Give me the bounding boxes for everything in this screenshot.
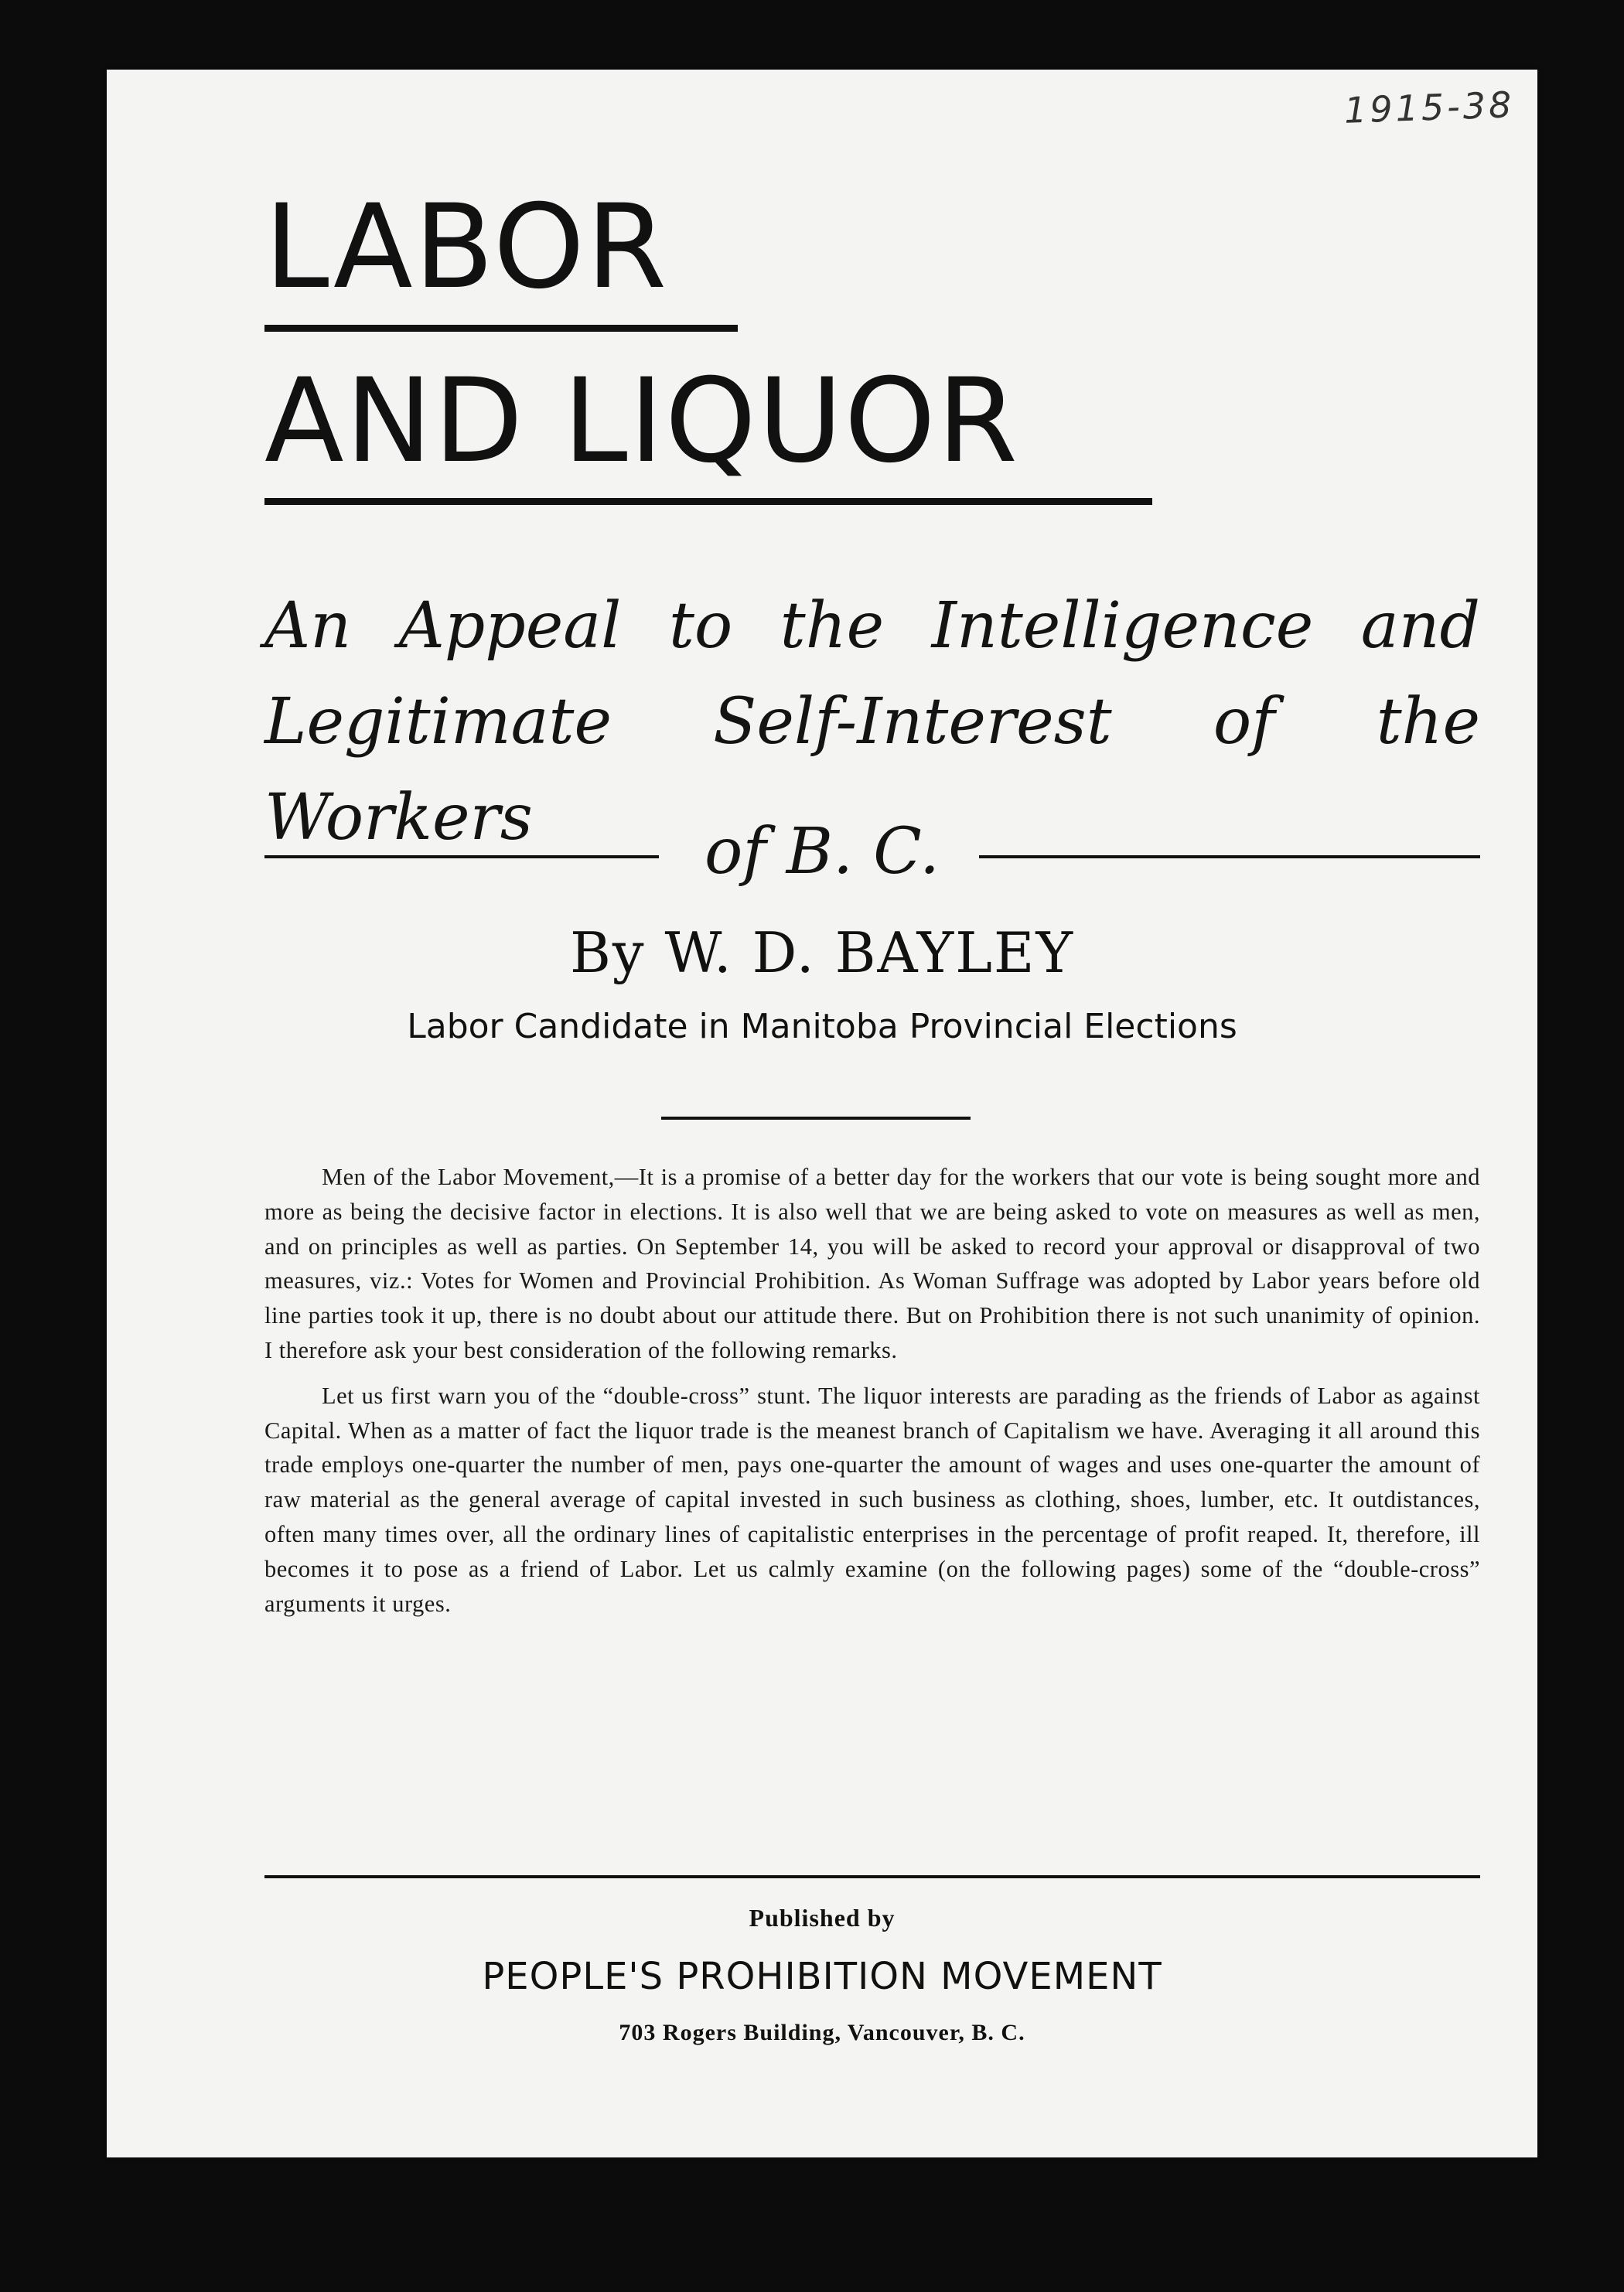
subtitle-right-rule — [979, 855, 1480, 858]
subtitle-line-2: Legitimate Self-Interest of the Workers — [264, 685, 1480, 854]
title-line-2: AND LIQUOR — [264, 354, 1019, 489]
subtitle-line-3: of B. C. — [704, 815, 940, 888]
body-paragraph-1: Men of the Labor Movement,—It is a promise of a better day for the workers that our vote is being sought more and more as being the decisive factor in elections. It is also well that we are being asked to vote on measures as well as men, and on principles as well as parties. On September 14, you will be asked to record your approval or disapproval of two measures, viz.: Votes for Women and Provincial Prohibition. As Woman Suffrage was adopted by Labor years before old line parties took it up, there is no doubt about our attitude there. But on Prohibition there is not such unanimity of opinion. I therefore ask your best consideration of the following remarks. — [264, 1164, 1480, 1363]
body-paragraph-2: Let us first warn you of the “double-cross” stunt. The liquor interests are parading as the friends of Labor as against Capital. When as a matter of fact the liquor trade is the meanest branch of Capitalism we have. Averaging it all around this trade employs one-quarter the number of men, pays one-quarter the amount of wages and uses one-quarter the amount of raw material as the general average of capital invested in such business as clothing, shoes, lumber, etc. It outdistances, often many times over, all the ordinary lines of capitalistic enterprises in the percentage of profit reaped. It, therefore, ill becomes it to pose as a friend of Labor. Let us calmly examine (on the following pages) some of the “double-cross” arguments it urges. — [264, 1382, 1480, 1617]
author-role: Labor Candidate in Manitoba Provincial Elections — [407, 1007, 1237, 1046]
document-page — [107, 70, 1537, 2157]
subtitle-line-1: An Appeal to the Intelligence and — [264, 589, 1480, 663]
author-byline: By W. D. BAYLEY — [569, 920, 1075, 985]
publisher-address: 703 Rogers Building, Vancouver, B. C. — [619, 2020, 1025, 2045]
footer-rule — [264, 1875, 1480, 1878]
title-line-1: LABOR — [264, 180, 669, 315]
body-text — [264, 1160, 1480, 1632]
title-underline-1 — [264, 325, 738, 332]
published-by-label: Published by — [749, 1904, 896, 1932]
title-underline-2 — [264, 498, 1152, 505]
section-divider — [661, 1117, 971, 1120]
archive-number: 1915-38 — [1343, 84, 1515, 131]
publisher-name: PEOPLE'S PROHIBITION MOVEMENT — [482, 1955, 1162, 1998]
